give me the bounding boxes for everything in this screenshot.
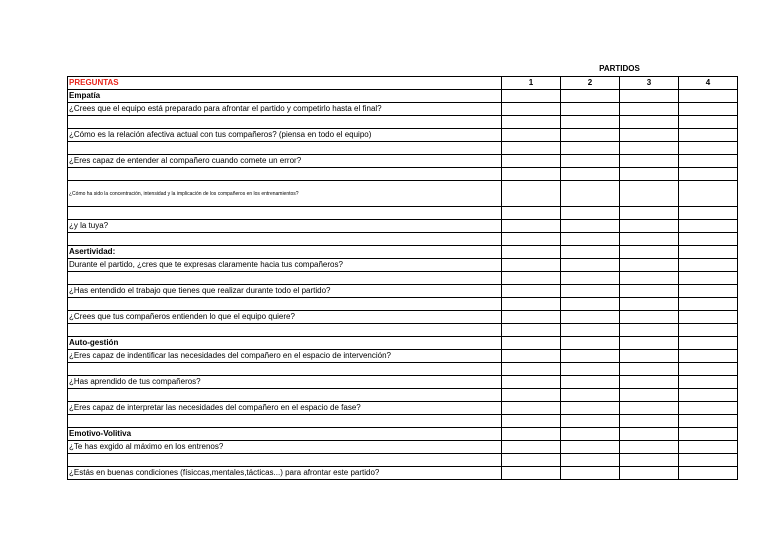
match-2-column-header: 2 [561,77,620,90]
matches-group-header: PARTIDOS [599,64,640,73]
question-row [68,402,738,415]
answer-cell[interactable] [502,350,561,363]
header-row [68,77,738,90]
answer-cell[interactable] [620,324,679,337]
question-row [68,103,738,116]
answer-cell[interactable] [502,376,561,389]
question-text: ¿Te has exgido al máximo en los entrenos? [68,441,502,454]
answer-cell[interactable] [502,116,561,129]
answer-cell[interactable] [620,311,679,324]
question-row [68,285,738,298]
answer-cell[interactable] [620,103,679,116]
answer-cell[interactable] [502,363,561,376]
question-row [68,311,738,324]
answer-cell[interactable] [620,285,679,298]
blank-cell [68,168,502,181]
question-text: ¿Cómo ha sido la concentración, intensidad y la implicación de los compañeros en los entrenamientos? [68,181,502,207]
question-text: ¿Eres capaz de entender al compañero cuando comete un error? [68,155,502,168]
answer-cell[interactable] [679,129,738,142]
answer-cell[interactable] [679,389,738,402]
blank-row [68,233,738,246]
answer-cell[interactable] [620,467,679,480]
match-4-column-header: 4 [679,77,738,90]
answer-cell[interactable] [620,428,679,441]
answer-cell[interactable] [679,259,738,272]
answer-cell[interactable] [620,207,679,220]
answer-cell[interactable] [502,103,561,116]
answer-cell[interactable] [679,116,738,129]
question-text: ¿Has entendido el trabajo que tienes que realizar durante todo el partido? [68,285,502,298]
answer-cell[interactable] [620,233,679,246]
answer-cell[interactable] [502,298,561,311]
answer-cell[interactable] [561,285,620,298]
answer-cell[interactable] [502,90,561,103]
blank-row [68,363,738,376]
answer-cell[interactable] [561,311,620,324]
section-row [68,428,738,441]
section-row [68,337,738,350]
answer-cell[interactable] [679,155,738,168]
answer-cell[interactable] [620,376,679,389]
answer-cell[interactable] [502,428,561,441]
answer-cell[interactable] [561,90,620,103]
answer-cell[interactable] [561,259,620,272]
answer-cell[interactable] [561,220,620,233]
answer-cell[interactable] [679,415,738,428]
answer-cell[interactable] [502,259,561,272]
blank-cell [68,116,502,129]
answer-cell[interactable] [561,233,620,246]
question-row [68,467,738,480]
questionnaire-table [67,76,738,480]
blank-row [68,454,738,467]
answer-cell[interactable] [620,350,679,363]
question-row [68,259,738,272]
question-text: ¿y la tuya? [68,220,502,233]
answer-cell[interactable] [561,272,620,285]
answer-cell[interactable] [561,350,620,363]
answer-cell[interactable] [679,337,738,350]
question-text: Durante el partido, ¿cres que te expresas claramente hacia tus compañeros? [68,259,502,272]
answer-cell[interactable] [679,142,738,155]
blank-cell [68,233,502,246]
answer-cell[interactable] [502,207,561,220]
answer-cell[interactable] [679,363,738,376]
answer-cell[interactable] [679,402,738,415]
answer-cell[interactable] [679,428,738,441]
answer-cell[interactable] [561,337,620,350]
section-title-asertividad: Asertividad: [68,246,502,259]
answer-cell[interactable] [561,168,620,181]
answer-cell[interactable] [620,272,679,285]
answer-cell[interactable] [620,155,679,168]
question-text: ¿Estás en buenas condiciones (físiccas,mentales,tácticas...) para afrontar este partido? [68,467,502,480]
answer-cell[interactable] [502,129,561,142]
question-text: ¿Eres capaz de interpretar las necesidades del compañero en el espacio de fase? [68,402,502,415]
question-text: ¿Eres capaz de indentificar las necesidades del compañero en el espacio de intervención? [68,350,502,363]
question-text: ¿Cómo es la relación afectiva actual con tus compañeros? (piensa en todo el equipo) [68,129,502,142]
answer-cell[interactable] [561,142,620,155]
answer-cell[interactable] [561,103,620,116]
answer-cell[interactable] [679,454,738,467]
blank-row [68,389,738,402]
question-text: ¿Has aprendido de tus compañeros? [68,376,502,389]
answer-cell[interactable] [679,168,738,181]
answer-cell[interactable] [502,181,561,207]
answer-cell[interactable] [561,441,620,454]
blank-cell [68,415,502,428]
answer-cell[interactable] [561,207,620,220]
blank-cell [68,324,502,337]
blank-row [68,272,738,285]
answer-cell[interactable] [561,428,620,441]
answer-cell[interactable] [620,402,679,415]
answer-cell[interactable] [502,220,561,233]
answer-cell[interactable] [561,129,620,142]
answer-cell[interactable] [620,363,679,376]
answer-cell[interactable] [502,142,561,155]
blank-cell [68,142,502,155]
question-row [68,376,738,389]
answer-cell[interactable] [679,285,738,298]
answer-cell[interactable] [679,376,738,389]
answer-cell[interactable] [620,129,679,142]
answer-cell[interactable] [620,441,679,454]
answer-cell[interactable] [561,324,620,337]
answer-cell[interactable] [502,389,561,402]
question-row [68,129,738,142]
blank-row [68,207,738,220]
answer-cell[interactable] [620,142,679,155]
answer-cell[interactable] [561,363,620,376]
blank-row [68,142,738,155]
question-row [68,441,738,454]
answer-cell[interactable] [679,350,738,363]
blank-row [68,415,738,428]
question-text: ¿Crees que tus compañeros entienden lo que el equipo quiere? [68,311,502,324]
blank-cell [68,207,502,220]
answer-cell[interactable] [620,220,679,233]
answer-cell[interactable] [620,116,679,129]
question-row [68,220,738,233]
answer-cell[interactable] [561,246,620,259]
answer-cell[interactable] [679,233,738,246]
answer-cell[interactable] [561,155,620,168]
answer-cell[interactable] [620,389,679,402]
answer-cell[interactable] [561,298,620,311]
answer-cell[interactable] [502,272,561,285]
answer-cell[interactable] [502,402,561,415]
question-row [68,181,738,207]
question-text: ¿Crees que el equipo está preparado para afrontar el partido y competirlo hasta el final? [68,103,502,116]
answer-cell[interactable] [620,259,679,272]
answer-cell[interactable] [620,168,679,181]
answer-cell[interactable] [502,155,561,168]
answer-cell[interactable] [679,467,738,480]
answer-cell[interactable] [502,454,561,467]
answer-cell[interactable] [620,181,679,207]
blank-row [68,168,738,181]
blank-row [68,116,738,129]
answer-cell[interactable] [620,90,679,103]
answer-cell[interactable] [620,298,679,311]
answer-cell[interactable] [620,454,679,467]
answer-cell[interactable] [561,376,620,389]
answer-cell[interactable] [561,389,620,402]
blank-cell [68,272,502,285]
answer-cell[interactable] [679,441,738,454]
answer-cell[interactable] [561,415,620,428]
section-title-emotivo-volitiva: Emotivo-Volitiva [68,428,502,441]
blank-cell [68,389,502,402]
blank-cell [68,454,502,467]
answer-cell[interactable] [679,207,738,220]
match-3-column-header: 3 [620,77,679,90]
section-title-auto-gestion: Auto-gestión [68,337,502,350]
answer-cell[interactable] [502,168,561,181]
answer-cell[interactable] [679,246,738,259]
answer-cell[interactable] [561,181,620,207]
answer-cell[interactable] [502,441,561,454]
section-row [68,90,738,103]
blank-row [68,298,738,311]
answer-cell[interactable] [679,90,738,103]
answer-cell[interactable] [502,415,561,428]
answer-cell[interactable] [502,233,561,246]
answer-cell[interactable] [561,454,620,467]
answer-cell[interactable] [502,246,561,259]
section-row [68,246,738,259]
answer-cell[interactable] [679,103,738,116]
answer-cell[interactable] [502,285,561,298]
answer-cell[interactable] [620,337,679,350]
question-row [68,155,738,168]
answer-cell[interactable] [502,467,561,480]
answer-cell[interactable] [502,311,561,324]
questions-column-header: PREGUNTAS [68,77,502,90]
answer-cell[interactable] [502,324,561,337]
answer-cell[interactable] [620,415,679,428]
match-1-column-header: 1 [502,77,561,90]
answer-cell[interactable] [679,272,738,285]
blank-cell [68,298,502,311]
answer-cell[interactable] [561,467,620,480]
answer-cell[interactable] [679,181,738,207]
answer-cell[interactable] [502,337,561,350]
blank-cell [68,363,502,376]
answer-cell[interactable] [620,246,679,259]
answer-cell[interactable] [561,402,620,415]
answer-cell[interactable] [561,116,620,129]
answer-cell[interactable] [679,311,738,324]
section-title-empatia: Empatía [68,90,502,103]
answer-cell[interactable] [679,298,738,311]
answer-cell[interactable] [679,220,738,233]
blank-row [68,324,738,337]
answer-cell[interactable] [679,324,738,337]
question-row [68,350,738,363]
